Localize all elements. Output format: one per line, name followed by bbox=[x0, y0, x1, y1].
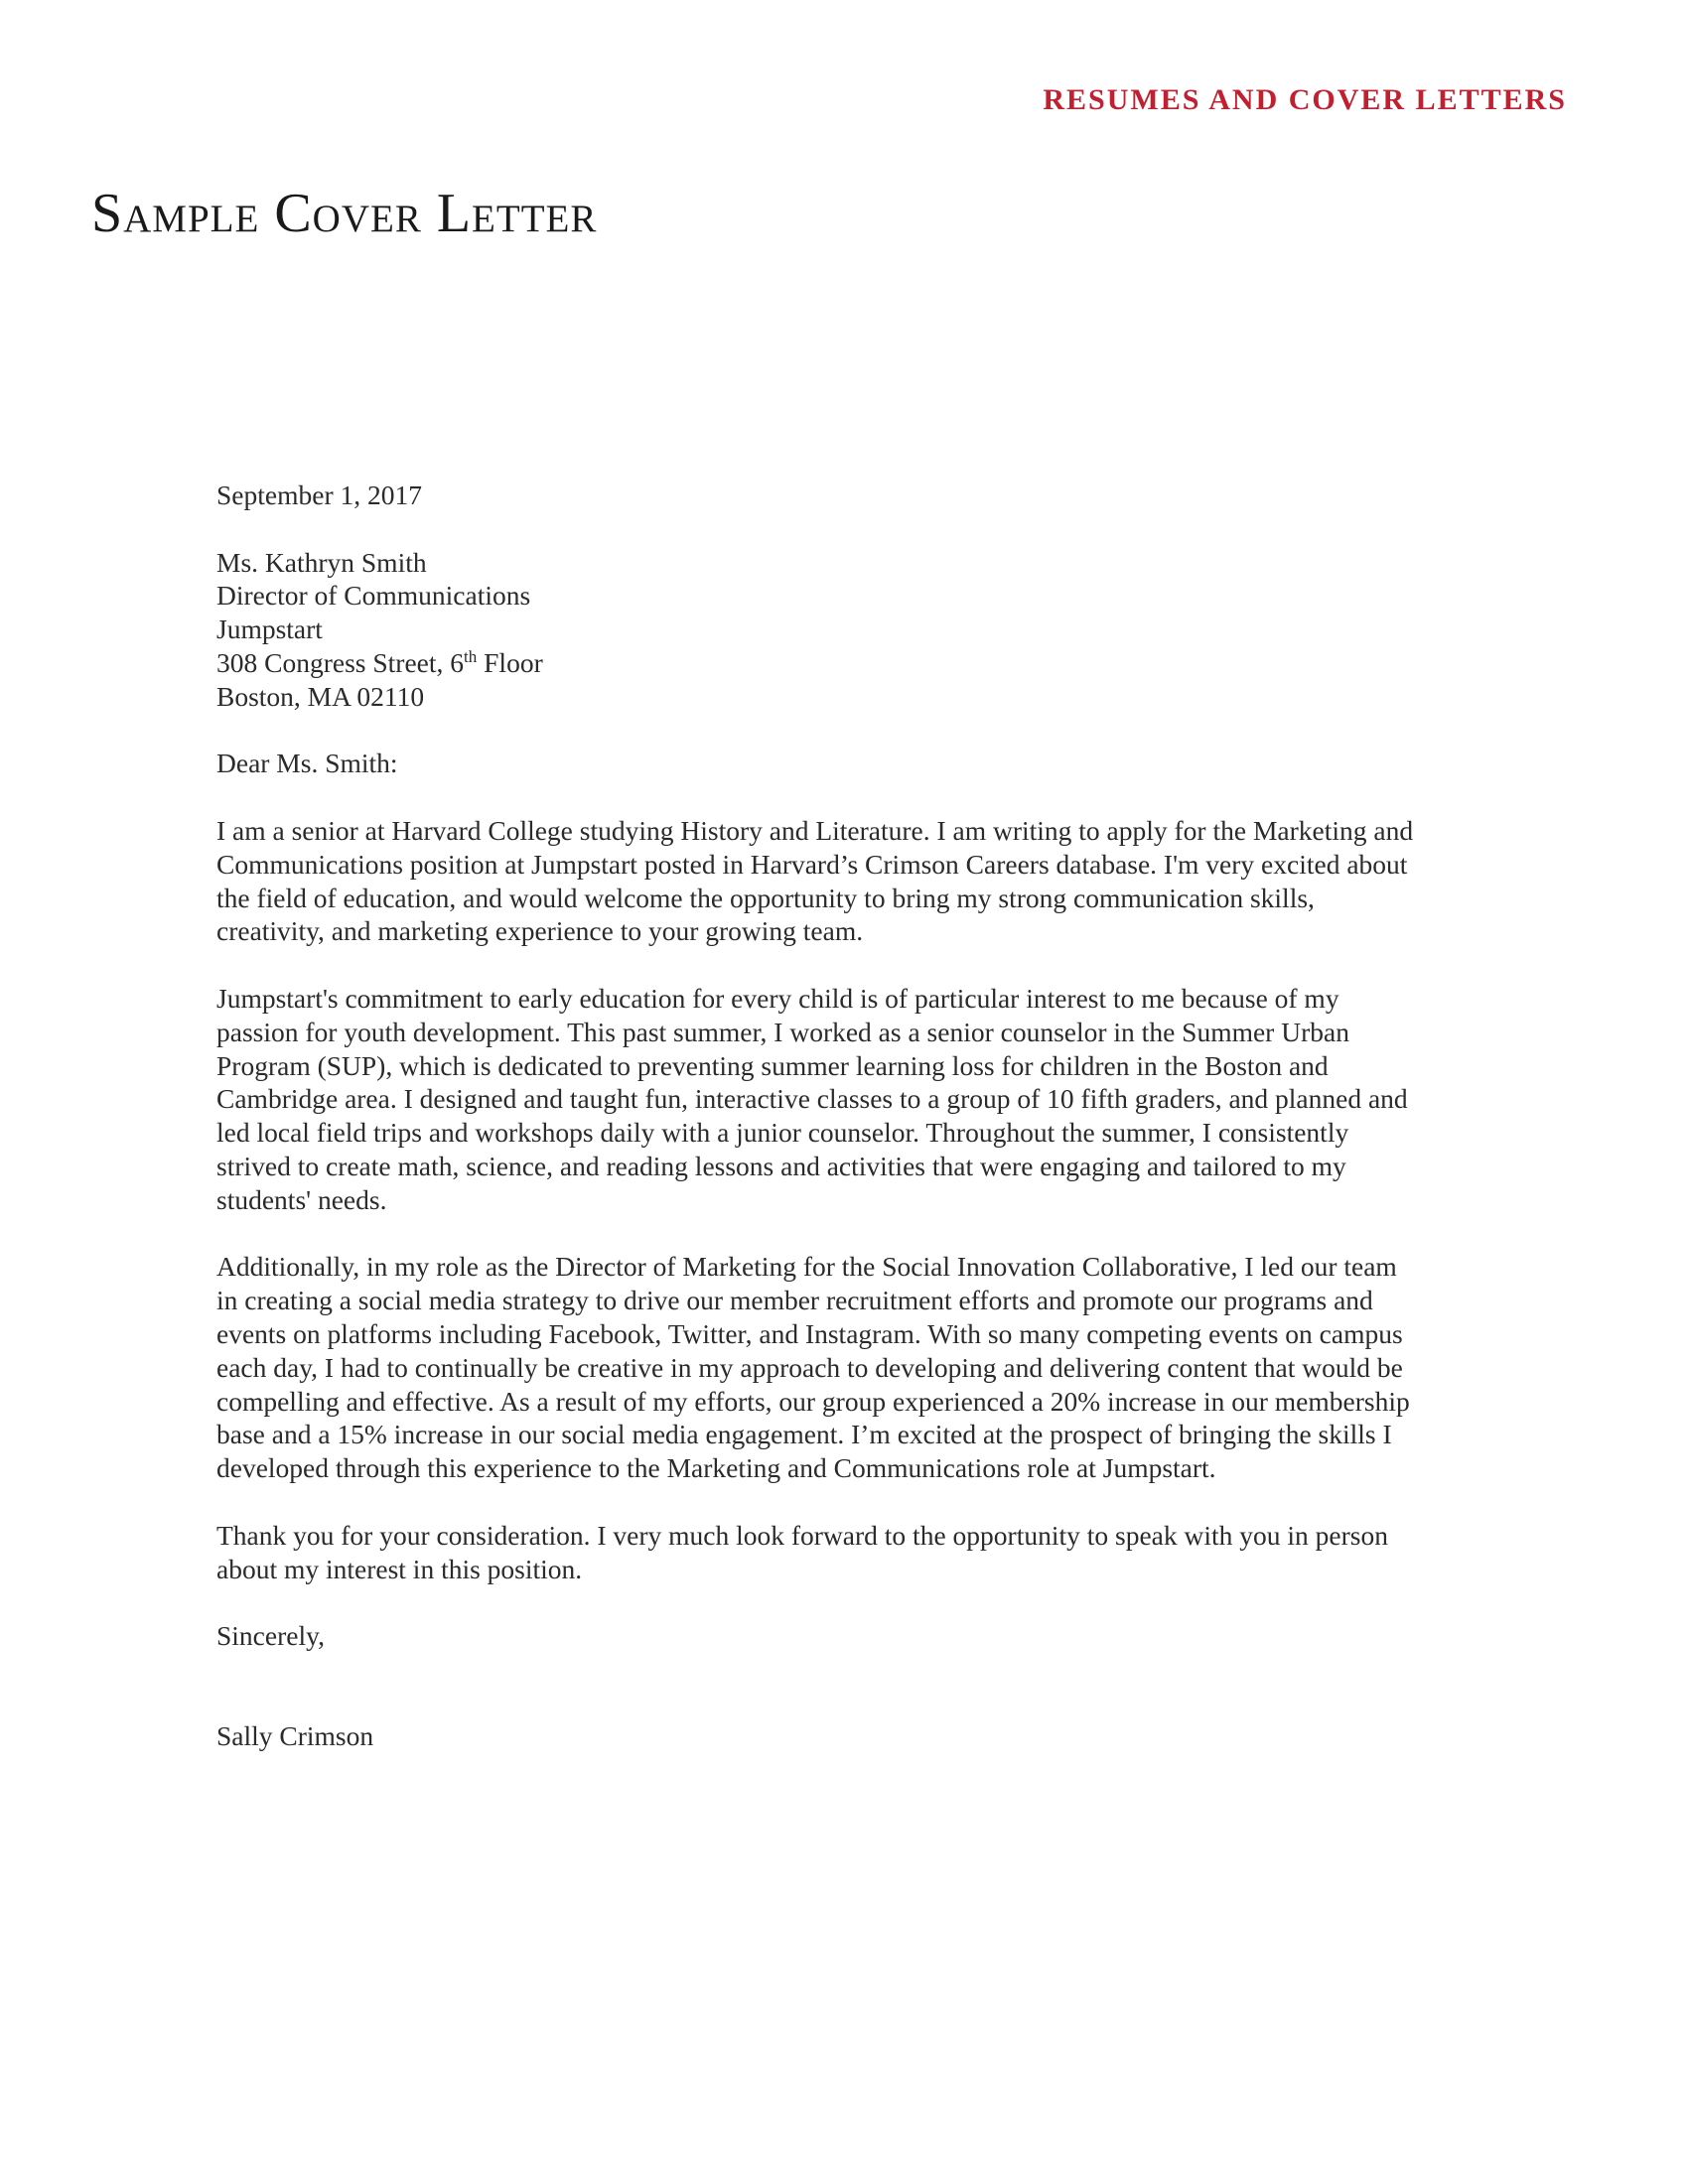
cover-letter-body bbox=[216, 478, 1418, 1787]
recipient-address-block bbox=[216, 546, 1418, 714]
recipient-name: Ms. Kathryn Smith bbox=[216, 546, 427, 578]
letter-closing: Sincerely, bbox=[216, 1620, 325, 1652]
letter-paragraph-3: Additionally, in my role as the Director of Marketing for the Social Innovation Collaborative, I led our team in creating a social media strategy to drive our member recruitment efforts and promote our programs and events on platforms including Facebook, Twitter, and Instagram. With so many competing events on campus each day, I had to continually be creative in my approach to developing and delivering content that would be compelling and effective. As a result of my efforts, our group experienced a 20% increase in our membership base and a 15% increase in our social media engagement. I’m excited at the prospect of bringing the skills I developed through this experience to the Marketing and Communications role at Jumpstart. bbox=[216, 1251, 1410, 1484]
recipient-street-suffix: Floor bbox=[477, 646, 543, 678]
recipient-title: Director of Communications bbox=[216, 580, 531, 612]
page-kicker: RESUMES AND COVER LETTERS bbox=[1043, 83, 1567, 116]
recipient-street bbox=[216, 646, 1418, 680]
letter-paragraph-2: Jumpstart's commitment to early education for every child is of particular interest to me because of my passion for youth development. This past summer, I worked as a senior counselor in the Summer Urban Program (SUP), which is dedicated to preventing summer learning loss for children in the Boston and Cambridge area. I designed and taught fun, interactive classes to a group of 10 fifth graders, and planned and led local field trips and workshops daily with a junior counselor. Throughout the summer, I consistently strived to create math, science, and reading lessons and activities that were engaging and tailored to my students' needs. bbox=[216, 982, 1408, 1215]
signature-name: Sally Crimson bbox=[216, 1720, 374, 1752]
letter-date: September 1, 2017 bbox=[216, 479, 422, 510]
page-title: Sample Cover Letter bbox=[91, 182, 598, 244]
recipient-street-ordinal: th bbox=[464, 646, 478, 666]
letter-paragraph-1: I am a senior at Harvard College studying History and Literature. I am writing to apply for the Marketing and Communications position at Jumpstart posted in Harvard’s Crimson Careers database. I'm very excited about the field of education, and would welcome the opportunity to bring my strong communication skills, creativity, and marketing experience to your growing team. bbox=[216, 814, 1414, 947]
recipient-city-state-zip: Boston, MA 02110 bbox=[216, 680, 425, 712]
letter-paragraph-4: Thank you for your consideration. I very much look forward to the opportunity to speak with you in person about my interest in this position. bbox=[216, 1519, 1388, 1584]
signature-space bbox=[216, 1687, 1418, 1720]
letter-salutation: Dear Ms. Smith: bbox=[216, 748, 398, 779]
recipient-street-prefix: 308 Congress Street, 6 bbox=[216, 646, 465, 678]
recipient-organization: Jumpstart bbox=[216, 614, 323, 645]
